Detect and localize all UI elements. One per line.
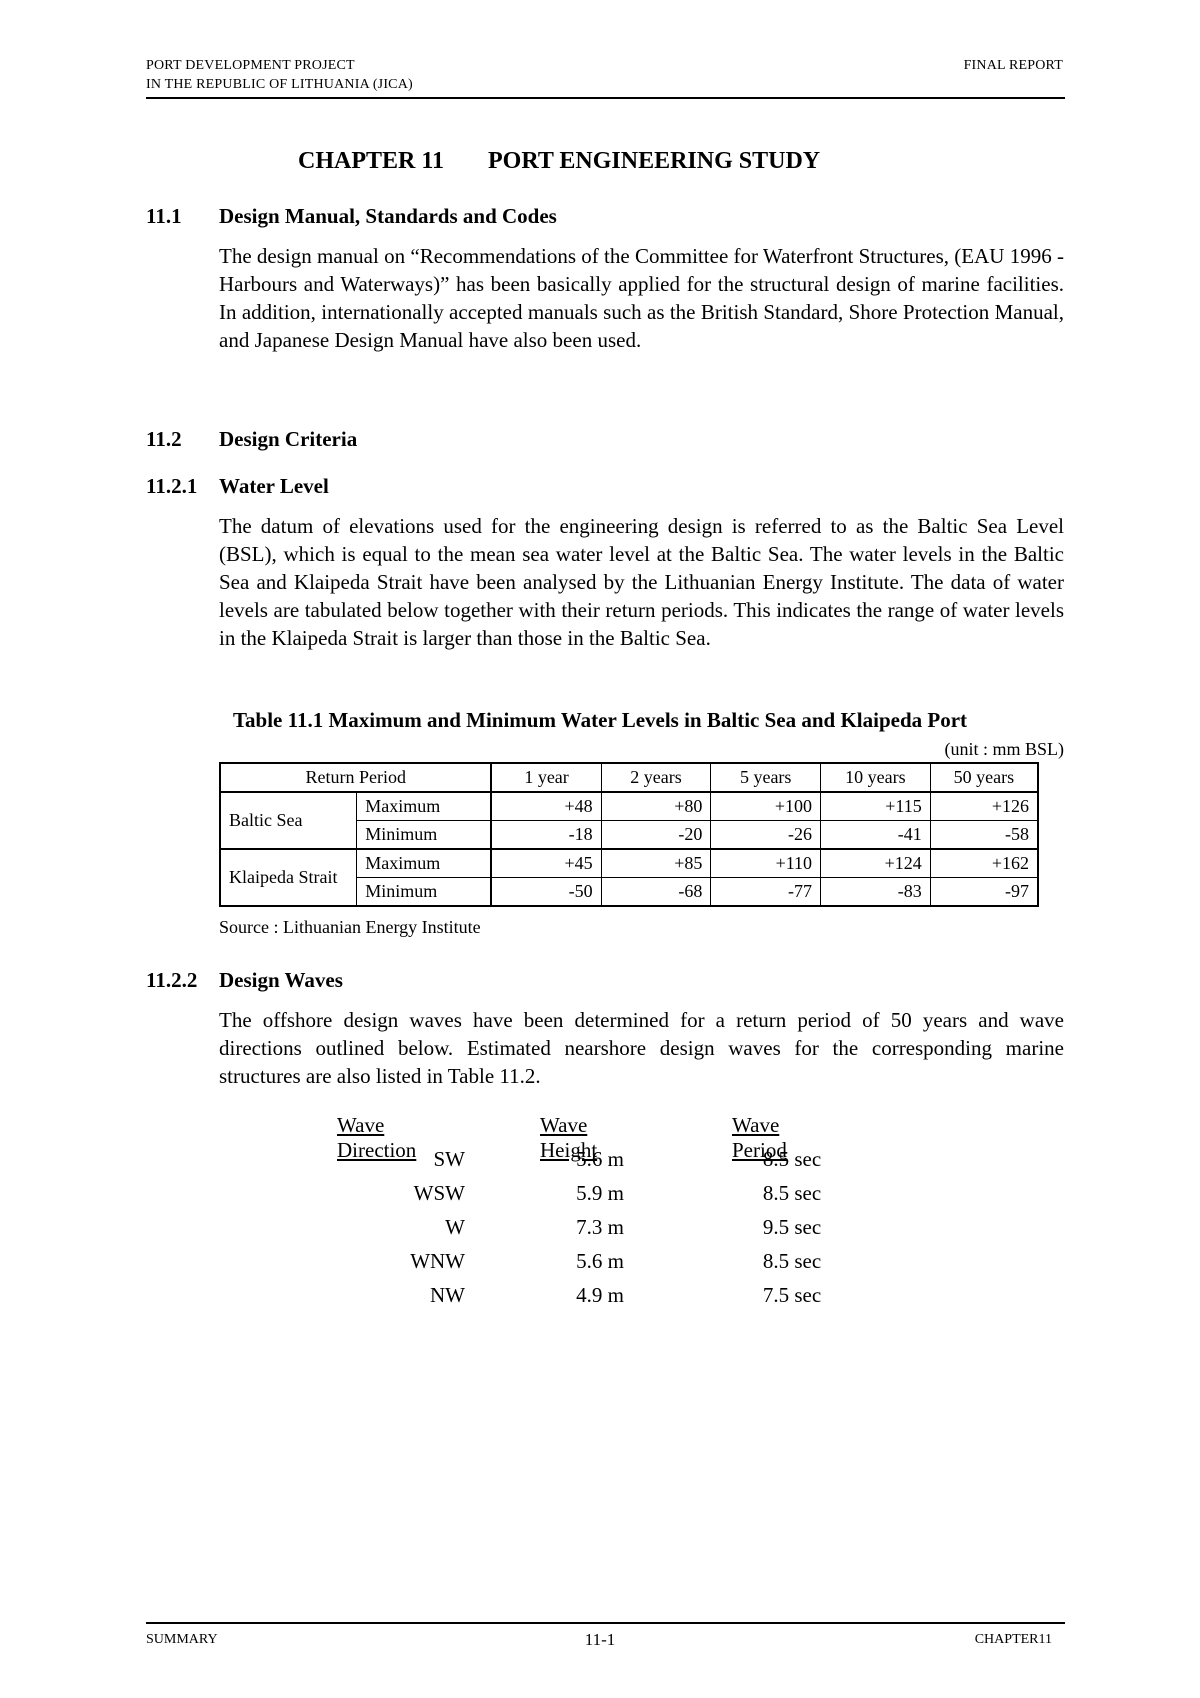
header-period: 10 years	[821, 763, 931, 792]
header-period: 50 years	[930, 763, 1038, 792]
value-cell: +162	[930, 849, 1038, 878]
subsection-body-11-2-2: The offshore design waves have been determined for a return period of 50 years and wave directions outlined below. Estimated nearshore design waves for the corresponding marine structures are also listed in Table 11.2.	[219, 1008, 1064, 1088]
footer-chapter: CHAPTER11	[974, 1632, 1052, 1647]
subsection-title: Water Level	[219, 474, 329, 498]
wave-direction: WNW	[410, 1249, 465, 1273]
subsection-title: Design Waves	[219, 968, 343, 992]
value-cell: -20	[601, 821, 711, 850]
type-cell: Maximum	[357, 792, 492, 821]
header-project-location: IN THE REPUBLIC OF LITHUANIA (JICA)	[146, 77, 413, 92]
wave-direction: W	[445, 1215, 465, 1239]
footer-document-type: SUMMARY	[146, 1632, 218, 1647]
value-cell: +100	[711, 792, 821, 821]
footer-rule	[146, 1622, 1065, 1624]
wave-period: 8.5 sec	[762, 1249, 822, 1273]
section-title: Design Criteria	[219, 427, 358, 451]
wave-period: 8.5 sec	[762, 1147, 822, 1171]
wave-period: 7.5 sec	[762, 1283, 822, 1307]
value-cell: -18	[491, 821, 601, 850]
header-rule	[146, 97, 1065, 99]
header-period: 5 years	[711, 763, 821, 792]
chapter-number: CHAPTER 11	[298, 148, 445, 174]
subsection-heading-11-2-2	[146, 968, 343, 993]
table-caption: Table 11.1 Maximum and Minimum Water Levels in Baltic Sea and Klaipeda Port	[232, 708, 968, 732]
table-header-row	[220, 763, 1038, 792]
wave-height: 5.6 m	[576, 1147, 624, 1171]
wave-period: 8.5 sec	[762, 1181, 822, 1205]
section-heading-11-1	[146, 204, 557, 229]
wave-period-header: Wave Period	[732, 1113, 787, 1162]
section-heading-11-2	[146, 427, 357, 452]
value-cell: -68	[601, 878, 711, 907]
table-row	[220, 792, 1038, 821]
wave-direction: SW	[433, 1147, 465, 1171]
value-cell: -97	[930, 878, 1038, 907]
wave-direction: WSW	[413, 1181, 465, 1205]
wave-height: 4.9 m	[576, 1283, 624, 1307]
value-cell: -41	[821, 821, 931, 850]
table-unit: (unit : mm BSL)	[944, 739, 1064, 759]
subsection-body-11-2-1: The datum of elevations used for the engineering design is referred to as the Baltic Sea Level (BSL), which is equal to the mean sea water level at the Baltic Sea. The water levels in the Baltic Sea and Klaipeda Strait have been analysed by the Lithuanian Energy Institute. The data of water levels are tabulated below together with their return periods. This indicates the range of water levels in the Klaipeda Strait is larger than those in the Baltic Sea.	[219, 514, 1064, 650]
section-number: 11.2	[146, 427, 182, 451]
value-cell: +124	[821, 849, 931, 878]
header-period: 2 years	[601, 763, 711, 792]
wave-height: 5.6 m	[576, 1249, 624, 1273]
value-cell: -50	[491, 878, 601, 907]
type-cell: Minimum	[357, 821, 492, 850]
header-report-type: FINAL REPORT	[963, 58, 1063, 73]
wave-direction-header: Wave Direction	[337, 1113, 417, 1162]
wave-direction: NW	[430, 1283, 465, 1307]
header-period: 1 year	[491, 763, 601, 792]
value-cell: +126	[930, 792, 1038, 821]
value-cell: -83	[821, 878, 931, 907]
header-return-period: Return Period	[220, 763, 491, 792]
value-cell: +85	[601, 849, 711, 878]
location-cell: Baltic Sea	[220, 792, 357, 849]
value-cell: +48	[491, 792, 601, 821]
wave-height-header: Wave Height	[540, 1113, 598, 1162]
location-cell: Klaipeda Strait	[220, 849, 357, 906]
wave-height: 5.9 m	[576, 1181, 624, 1205]
section-body-11-1: The design manual on “Recommendations of the Committee for Waterfront Structures, (EAU 1996 - Harbours and Waterways)” has been basically applied for the structural design of marine facilities. In addition, internationally accepted manuals such as the British Standard, Shore Protection Manual, and Japanese Design Manual have also been used.	[219, 244, 1064, 352]
section-title: Design Manual, Standards and Codes	[219, 204, 557, 228]
value-cell: +110	[711, 849, 821, 878]
subsection-heading-11-2-1	[146, 474, 329, 499]
chapter-title	[298, 148, 820, 175]
wave-period: 9.5 sec	[762, 1215, 822, 1239]
type-cell: Maximum	[357, 849, 492, 878]
subsection-number: 11.2.1	[146, 474, 198, 498]
header-project-name: PORT DEVELOPMENT PROJECT	[146, 58, 355, 73]
water-level-table	[219, 762, 1039, 907]
value-cell: +80	[601, 792, 711, 821]
value-cell: +45	[491, 849, 601, 878]
section-number: 11.1	[146, 204, 182, 228]
wave-height: 7.3 m	[576, 1215, 624, 1239]
value-cell: +115	[821, 792, 931, 821]
table-row	[220, 849, 1038, 878]
value-cell: -58	[930, 821, 1038, 850]
type-cell: Minimum	[357, 878, 492, 907]
value-cell: -77	[711, 878, 821, 907]
subsection-number: 11.2.2	[146, 968, 198, 992]
value-cell: -26	[711, 821, 821, 850]
chapter-name: PORT ENGINEERING STUDY	[488, 148, 821, 174]
table-source: Source : Lithuanian Energy Institute	[219, 917, 481, 937]
page-number: 11-1	[584, 1630, 616, 1649]
